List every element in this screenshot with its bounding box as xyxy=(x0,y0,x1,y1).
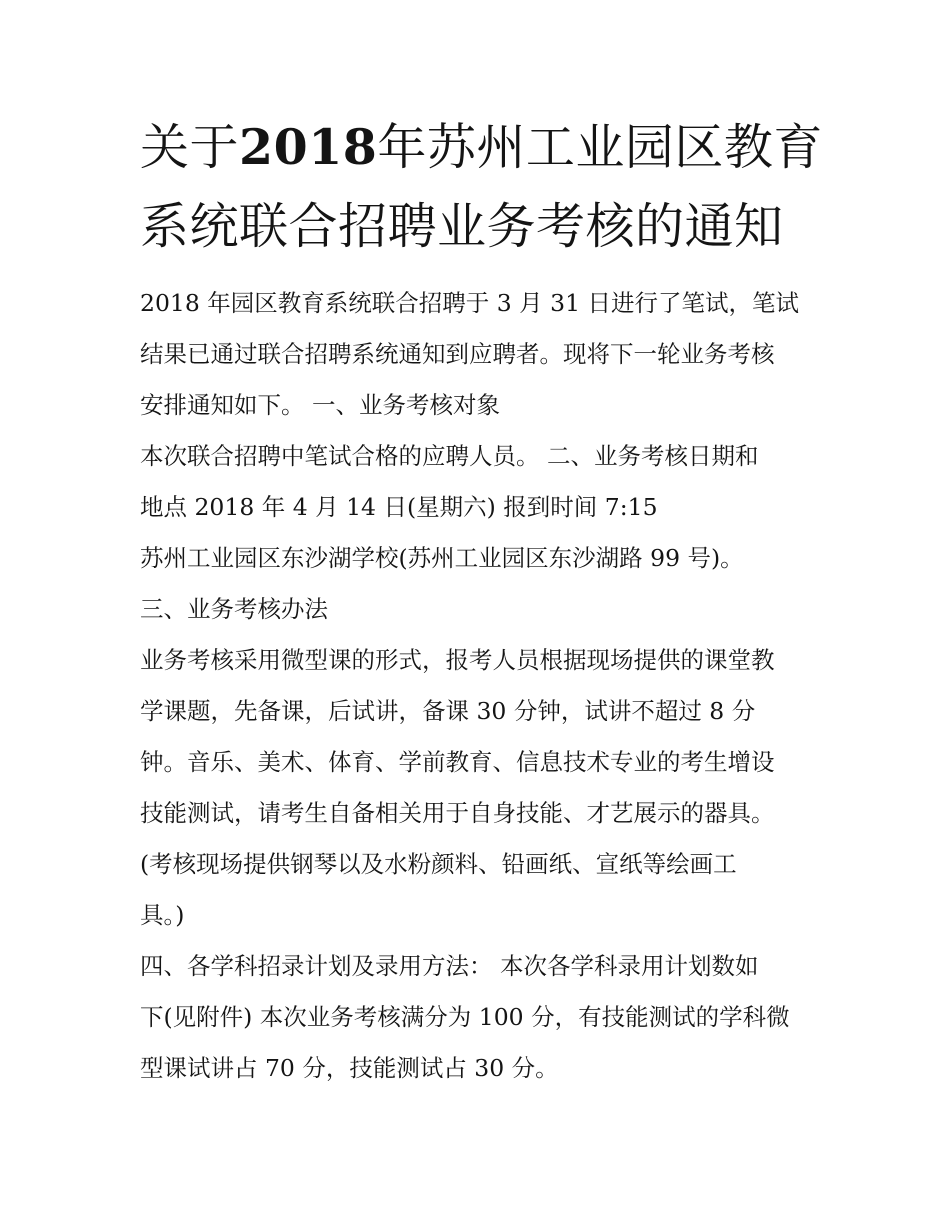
body-line: 地点 2018 年 4 月 14 日(星期六) 报到时间 7:15 xyxy=(140,493,658,521)
body-line: 业务考核采用微型课的形式，报考人员根据现场提供的课堂教 xyxy=(140,646,775,674)
title-suffix: 年苏州工业园区教育 xyxy=(377,119,823,176)
title-year: 2018 xyxy=(239,118,378,176)
body-line: 苏州工业园区东沙湖学校(苏州工业园区东沙湖路 99 号)。 xyxy=(140,544,744,572)
title-prefix: 关于 xyxy=(140,119,240,176)
body-line: 下(见附件) 本次业务考核满分为 100 分，有技能测试的学科微 xyxy=(140,1003,790,1031)
title-line-1 xyxy=(140,108,830,187)
body-line: 钟。音乐、美术、体育、学前教育、信息技术专业的考生增设 xyxy=(140,748,775,776)
body-line: (考核现场提供钢琴以及水粉颜料、铅画纸、宣纸等绘画工 xyxy=(140,850,737,878)
body-line: 2018 年园区教育系统联合招聘于 3 月 31 日进行了笔试，笔试 xyxy=(140,289,800,317)
body-line: 结果已通过联合招聘系统通知到应聘者。现将下一轮业务考核 xyxy=(140,340,775,368)
document-page xyxy=(140,108,830,1094)
body-line: 技能测试，请考生自备相关用于自身技能、才艺展示的器具。 xyxy=(140,799,775,827)
document-title xyxy=(140,108,830,266)
body-line: 学课题，先备课，后试讲，备课 30 分钟，试讲不超过 8 分 xyxy=(140,697,756,725)
body-line: 安排通知如下。 一、业务考核对象 xyxy=(140,391,500,419)
document-body xyxy=(140,278,830,1094)
body-line: 本次联合招聘中笔试合格的应聘人员。 二、业务考核日期和 xyxy=(140,442,759,470)
body-line: 四、各学科招录计划及录用方法： 本次各学科录用计划数如 xyxy=(140,952,759,980)
body-line: 型课试讲占 70 分，技能测试占 30 分。 xyxy=(140,1054,559,1082)
body-line: 具。) xyxy=(140,901,185,929)
title-line-2: 系统联合招聘业务考核的通知 xyxy=(140,198,784,255)
section-heading: 三、业务考核办法 xyxy=(140,595,328,623)
